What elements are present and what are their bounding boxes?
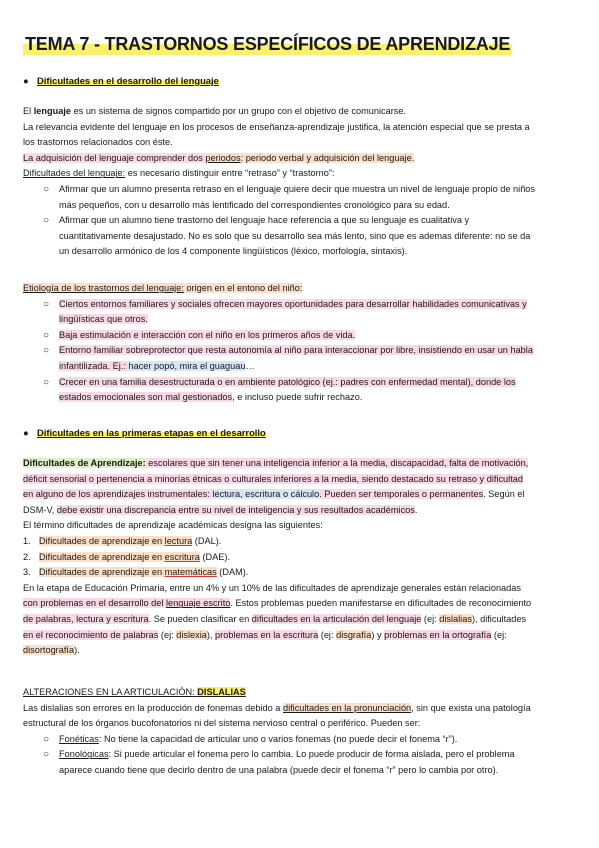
paragraph: Dificultades de Aprendizaje: escolares que sin tener una inteligencia inferior a la media, discapacidad, falta de motivación, xyxy=(23,458,529,468)
hollow-circle-icon: ○ xyxy=(43,298,50,310)
section2-body xyxy=(23,456,571,659)
hollow-circle-icon: ○ xyxy=(43,733,50,745)
numbered-item: 3. Dificultades de aprendizaje en matemáticas (DAM). xyxy=(23,567,249,578)
paragraph: en el reconocimiento de palabras (ej: dislexia), problemas en la escritura (ej: disgrafía) y problemas en la ortografía (ej: xyxy=(23,629,507,640)
list-item: ○ Afirmar que un alumno presenta retraso en el lenguaje quiere decir que muestra un nivel de lenguaje propio de niños más pequeños, con u desarrollo más lentificado del correspondientes cronológico para su edad. xyxy=(43,183,536,210)
list-item: ○ Afirmar que un alumno tiene trastorno del lenguaje hace referencia a que su lenguaje es cualitativa y cuantitativamente desajustado. No es solo que su desarrollo sea más lento, sino que es ademas diferente: no se da un desarrollo armónico de los 4 componente lingüísticos (léxico, morfología, sintaxis). xyxy=(43,215,531,257)
hollow-circle-icon: ○ xyxy=(43,749,50,761)
hollow-circle-icon: ○ xyxy=(43,183,50,195)
hollow-circle-icon: ○ xyxy=(43,215,50,227)
hollow-circle-icon: ○ xyxy=(43,376,50,388)
paragraph: con problemas en el desarrollo del lenguaje escrito. Estos problemas pueden manifestarse en dificultades de reconocimiento xyxy=(23,598,532,609)
hollow-circle-icon: ○ xyxy=(43,329,50,341)
paragraph: Dificultades del lenguaje: es necesario distinguir entre “retraso” y “trastorno”: xyxy=(23,168,335,179)
list-item: ○ Ciertos entornos familiares y sociales ofrecen mayores oportunidades para desarrollar habilidades comunicativas y lingüísticas que otros. xyxy=(43,298,527,325)
paragraph: en alguno de los aprendizajes instrumentales: lectura, escritura o cálculo. Pueden ser temporales o permanentes. Según el xyxy=(23,489,525,500)
section1-body xyxy=(23,104,571,260)
section-heading-dislalias: ALTERACIONES EN LA ARTICULACIÓN: DISLALIAS xyxy=(23,687,246,697)
page-title: TEMA 7 - TRASTORNOS ESPECÍFICOS DE APRENDIZAJE xyxy=(25,34,511,54)
section-heading-lenguaje: ● Dificultades en el desarrollo del lenguaje xyxy=(23,73,219,89)
paragraph: disortografía). xyxy=(23,645,80,656)
section3-body xyxy=(23,685,571,779)
list-item: ○ Entorno familiar sobreprotector que resta autonomía al niño para interaccionar por libre, insistiendo en usar un habla infantilizada. Ej.: hacer popó, mira el guaguau… xyxy=(43,345,533,371)
paragraph: DSM-V, debe existir una discrepancia entre su nivel de inteligencia y sus resultados académicos. xyxy=(23,504,418,515)
section-heading-primeras-etapas: ● Dificultades en las primeras etapas en el desarrollo xyxy=(23,425,266,441)
paragraph-highlighted: La adquisición del lenguaje comprender dos periodos: periodo verbal y adquisición del lenguaje. xyxy=(23,152,415,163)
list-item: ○ Baja estimulación e interacción con el niño en los primeros años de vida. xyxy=(23,328,571,344)
paragraph: estructural de los órganos bucofonatorios ni del sistema nervioso central o periférico. Pueden ser: xyxy=(23,718,421,729)
list-item: ○ Fonéticas: No tiene la capacidad de articular uno o varios fonemas (no puede decir el fonema “r”). xyxy=(23,732,571,748)
list-item: ○ Fonológicas: Si puede articular el fonema pero lo cambia. Lo puede producir de forma aislada, pero el problema aparece cuando tiene que decirlo dentro de una palabra (puede decir el fonema “r” pero lo cambia por otro). xyxy=(43,749,515,775)
etiologia-block xyxy=(23,281,571,406)
numbered-item: 2. Dificultades de aprendizaje en escritura (DAE). xyxy=(23,551,231,562)
numbered-item: 1. Dificultades de aprendizaje en lectura (DAL). xyxy=(23,535,222,546)
paragraph: los trastornos relacionados con éste. xyxy=(23,137,173,148)
bullet-icon: ● xyxy=(23,75,29,86)
hollow-circle-icon: ○ xyxy=(43,345,50,357)
paragraph: déficit sensorial o pertenencia a minorías étnicas o culturales inferiores a la media, siendo destacado su retraso y dificultad xyxy=(23,473,523,484)
paragraph: En la etapa de Educación Primaria, entre un 4% y un 10% de las dificultades de aprendizaje generales están relacionadas xyxy=(23,582,521,593)
paragraph: El término dificultades de aprendizaje académicas designa las siguientes: xyxy=(23,520,323,531)
paragraph: de palabras, lectura y escritura. Se pueden clasificar en dificultades en la articulación del lenguaje (ej: dislalias), dificultades xyxy=(23,613,527,624)
paragraph: Etiología de los trastornos del lenguaje: origen en el entono del niño: xyxy=(23,283,303,293)
paragraph: La relevancia evidente del lenguaje en los procesos de enseñanza-aprendizaje justifica, la atención especial que se presta a xyxy=(23,121,530,132)
paragraph: Las dislalias son errores en la producción de fonemas debido a dificultades en la pronunciación, sin que exista una patología xyxy=(23,702,531,713)
paragraph: El lenguaje es un sistema de signos compartido por un grupo con el objetivo de comunicarse. xyxy=(23,106,407,116)
bullet-icon: ● xyxy=(23,427,29,438)
list-item: ○ Crecer en una familia desestructurada o en ambiente patológico (ej.: padres con enfermedad mental), donde los estados emocionales son mal gestionados, e incluso puede sufrir rechazo. xyxy=(43,376,516,403)
